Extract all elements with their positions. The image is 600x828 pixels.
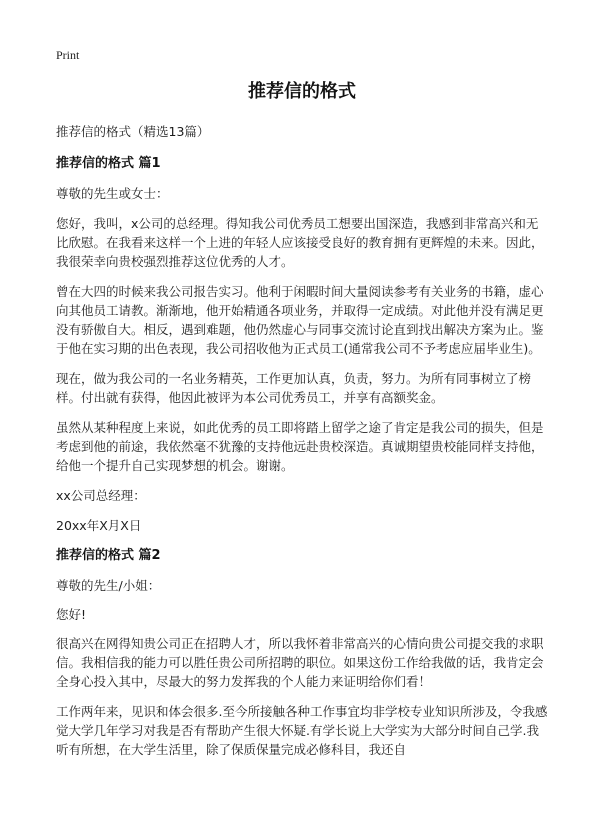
paragraph: 虽然从某种程度上来说，如此优秀的员工即将踏上留学之途了肯定是我公司的损失，但是考虑到他的前途，我依然毫不犹豫的支持他远赴贵校深造。真诚期望贵校能同样支持他，给他一个提升自己实现梦想的机会。谢谢。 [56, 420, 544, 473]
document-page [56, 80, 548, 770]
paragraph: 曾在大四的时候来我公司报告实习。他利于闲暇时间大量阅读参考有关业务的书籍，虚心向其他员工请教。渐渐地，他开始精通各项业务，并取得一定成绩。对此他并没有满足更没有骄傲自大。相反，遇到难题，他仍然虚心与同事交流讨论直到找出解决方案为止。鉴于他在实习期的出色表现，我公司招收他为正式员工(通常我公司不予考虑应届毕业生)。 [56, 284, 544, 356]
section-heading: 推荐信的格式 篇2 [56, 548, 161, 563]
section-1 [56, 154, 548, 535]
paragraph: 您好，我叫，x公司的总经理。得知我公司优秀员工想要出国深造，我感到非常高兴和无比欣慰。在我看来这样一个上进的年轻人应该接受良好的教育拥有更辉煌的未来。因此，我很荣幸向贵校强烈推荐这位优秀的人才。 [56, 216, 544, 269]
document-subtitle: 推荐信的格式（精选13篇） [56, 124, 210, 139]
paragraph: 现在，做为我公司的一名业务精英，工作更加认真，负责，努力。为所有同事树立了榜样。付出就有获得，他因此被评为本公司优秀员工，并享有高额奖金。 [56, 371, 532, 405]
salutation: 尊敬的先生或女士： [56, 186, 169, 201]
salutation: 尊敬的先生/小姐： [56, 578, 161, 593]
section-2 [56, 546, 548, 759]
paragraph: 工作两年来，见识和体会很多.至今所接触各种工作事宜均非学校专业知识所涉及，令我感觉大学几年学习对我是否有帮助产生很大怀疑.有学长说上大学实为大部分时间自己学.我听有所想，在大学生活里，除了保质保量完成必修科目，我还自 [56, 704, 548, 757]
date: 20xx年X月X日 [56, 518, 142, 533]
greeting: 您好! [56, 607, 87, 622]
print-label[interactable]: Print [56, 48, 80, 62]
signature: xx公司总经理： [56, 488, 146, 503]
section-heading: 推荐信的格式 篇1 [56, 156, 161, 171]
paragraph: 很高兴在网得知贵公司正在招聘人才，所以我怀着非常高兴的心情向贵公司提交我的求职信。我相信我的能力可以胜任贵公司所招聘的职位。如果这份工作给我做的话，我肯定会全身心投入其中，尽最大的努力发挥我的个人能力来证明给你们看！ [56, 636, 544, 689]
document-title: 推荐信的格式 [248, 81, 356, 102]
